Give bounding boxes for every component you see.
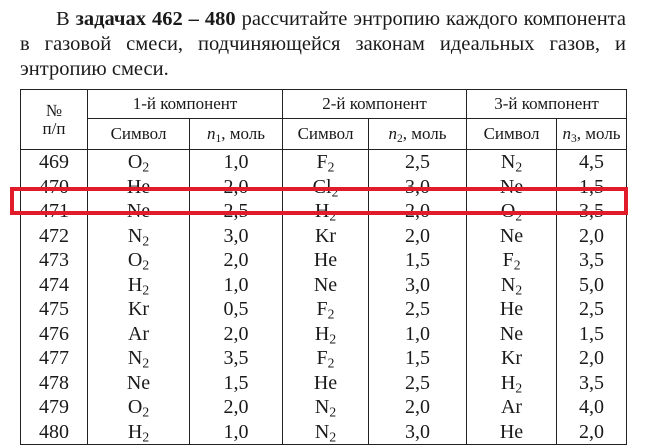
symbol-header-3: Символ: [467, 119, 557, 150]
component-symbol: Ne: [283, 273, 369, 298]
component-amount: 2,0: [369, 395, 467, 420]
component-symbol: $O_2$: [88, 150, 190, 175]
table-row-highlighted: [21, 199, 627, 224]
table-row: [21, 175, 627, 200]
table-row: [21, 395, 627, 420]
component-symbol: Kr: [283, 224, 369, 249]
component-amount: 3,0: [369, 175, 467, 200]
component-symbol: $Cl_2$: [283, 175, 369, 200]
amount-header-2: $n_2$, моль: [369, 119, 467, 150]
table-row: [21, 273, 627, 298]
component-symbol: Kr: [88, 297, 190, 322]
component-amount: 5,0: [557, 273, 627, 298]
component-amount: 1,0: [369, 322, 467, 347]
component-symbol: $F_2$: [283, 297, 369, 322]
task-number: 472: [21, 224, 88, 249]
task-range: задачах 462 – 480: [75, 8, 236, 30]
component-symbol: He: [283, 248, 369, 273]
group-header-3: 3-й компонент: [467, 90, 627, 119]
component-amount: 2,0: [190, 248, 283, 273]
component-symbol: $O_2$: [467, 199, 557, 224]
component-amount: 1,5: [557, 175, 627, 200]
component-amount: 2,0: [557, 346, 627, 371]
component-symbol: $N_2$: [88, 224, 190, 249]
component-amount: 2,0: [369, 224, 467, 249]
component-amount: 1,0: [190, 273, 283, 298]
component-symbol: He: [467, 297, 557, 322]
component-amount: 1,0: [190, 150, 283, 175]
component-amount: 3,5: [557, 248, 627, 273]
component-amount: 3,0: [190, 224, 283, 249]
component-amount: 3,0: [369, 273, 467, 298]
component-symbol: $H_2$: [283, 199, 369, 224]
table-row: [21, 150, 627, 175]
component-symbol: $N_2$: [467, 150, 557, 175]
number-column-header: [21, 90, 88, 150]
component-amount: 3,5: [557, 199, 627, 224]
table-row: [21, 297, 627, 322]
component-symbol: Ne: [88, 199, 190, 224]
component-symbol: $H_2$: [467, 371, 557, 396]
number-sign: №: [45, 100, 63, 120]
component-symbol: He: [283, 371, 369, 396]
task-number: 477: [21, 346, 88, 371]
task-rows: [21, 150, 627, 445]
table-row: [21, 248, 627, 273]
component-symbol: $F_2$: [283, 150, 369, 175]
component-symbol: Ne: [467, 224, 557, 249]
task-number: 479: [21, 395, 88, 420]
intro-prefix: В: [56, 8, 76, 30]
table-row: [21, 322, 627, 347]
component-amount: 4,0: [557, 395, 627, 420]
group-header-2: 2-й компонент: [283, 90, 467, 119]
component-amount: 1,5: [369, 248, 467, 273]
component-symbol: $H_2$: [88, 273, 190, 298]
task-number: 480: [21, 420, 88, 445]
table-row: [21, 224, 627, 249]
component-symbol: $N_2$: [283, 395, 369, 420]
component-symbol: $F_2$: [467, 248, 557, 273]
component-symbol: $N_2$: [283, 420, 369, 445]
group-header-1: 1-й компонент: [88, 90, 283, 119]
component-symbol: $N_2$: [467, 273, 557, 298]
amount-header-3: $n_3$, моль: [557, 119, 627, 150]
component-amount: 2,0: [557, 224, 627, 249]
component-symbol: Ne: [467, 175, 557, 200]
component-amount: 2,0: [190, 395, 283, 420]
component-amount: 2,0: [190, 322, 283, 347]
component-amount: 2,0: [557, 420, 627, 445]
component-symbol: Kr: [467, 346, 557, 371]
component-amount: 1,5: [190, 371, 283, 396]
component-amount: 3,0: [369, 420, 467, 445]
component-amount: 2,0: [369, 199, 467, 224]
component-symbol: Ne: [467, 322, 557, 347]
component-symbol: $N_2$: [88, 346, 190, 371]
component-symbol: $H_2$: [283, 322, 369, 347]
component-amount: 2,5: [369, 150, 467, 175]
task-number: 470: [21, 175, 88, 200]
component-symbol: $O_2$: [88, 248, 190, 273]
task-number: 473: [21, 248, 88, 273]
component-symbol: $H_2$: [88, 420, 190, 445]
component-amount: 1,5: [369, 346, 467, 371]
task-statement: [20, 7, 626, 82]
component-symbol: He: [467, 420, 557, 445]
component-symbol: Ar: [467, 395, 557, 420]
component-symbol: Ne: [88, 371, 190, 396]
subheader-row: [21, 119, 627, 150]
amount-header-1: $n_1$, моль: [190, 119, 283, 150]
component-symbol: $O_2$: [88, 395, 190, 420]
component-amount: 1,5: [557, 322, 627, 347]
intro-text: рассчитайте энтропию каждого компонента в газовой смеси, подчиняющейся законам идеальных газов, и энтропию смеси.: [20, 8, 626, 80]
component-amount: 2,5: [557, 297, 627, 322]
table-row: [21, 346, 627, 371]
group-header-row: [21, 90, 627, 119]
number-abbr: п/п: [42, 118, 66, 138]
table-row: [21, 371, 627, 396]
component-amount: 4,5: [557, 150, 627, 175]
component-amount: 2,0: [190, 175, 283, 200]
component-amount: 3,5: [557, 371, 627, 396]
component-amount: 2,5: [369, 297, 467, 322]
symbol-header-2: Символ: [283, 119, 369, 150]
component-amount: 2,5: [190, 199, 283, 224]
symbol-header-1: Символ: [88, 119, 190, 150]
component-symbol: $F_2$: [283, 346, 369, 371]
task-number: 478: [21, 371, 88, 396]
table-row: [21, 420, 627, 445]
task-number: 474: [21, 273, 88, 298]
task-number: 475: [21, 297, 88, 322]
task-number: 476: [21, 322, 88, 347]
component-amount: 0,5: [190, 297, 283, 322]
component-symbol: Ar: [88, 322, 190, 347]
task-number: 469: [21, 150, 88, 175]
task-table: [20, 89, 627, 445]
task-number: 471: [21, 199, 88, 224]
component-amount: 3,5: [190, 346, 283, 371]
component-symbol: He: [88, 175, 190, 200]
component-amount: 2,5: [369, 371, 467, 396]
component-amount: 1,0: [190, 420, 283, 445]
